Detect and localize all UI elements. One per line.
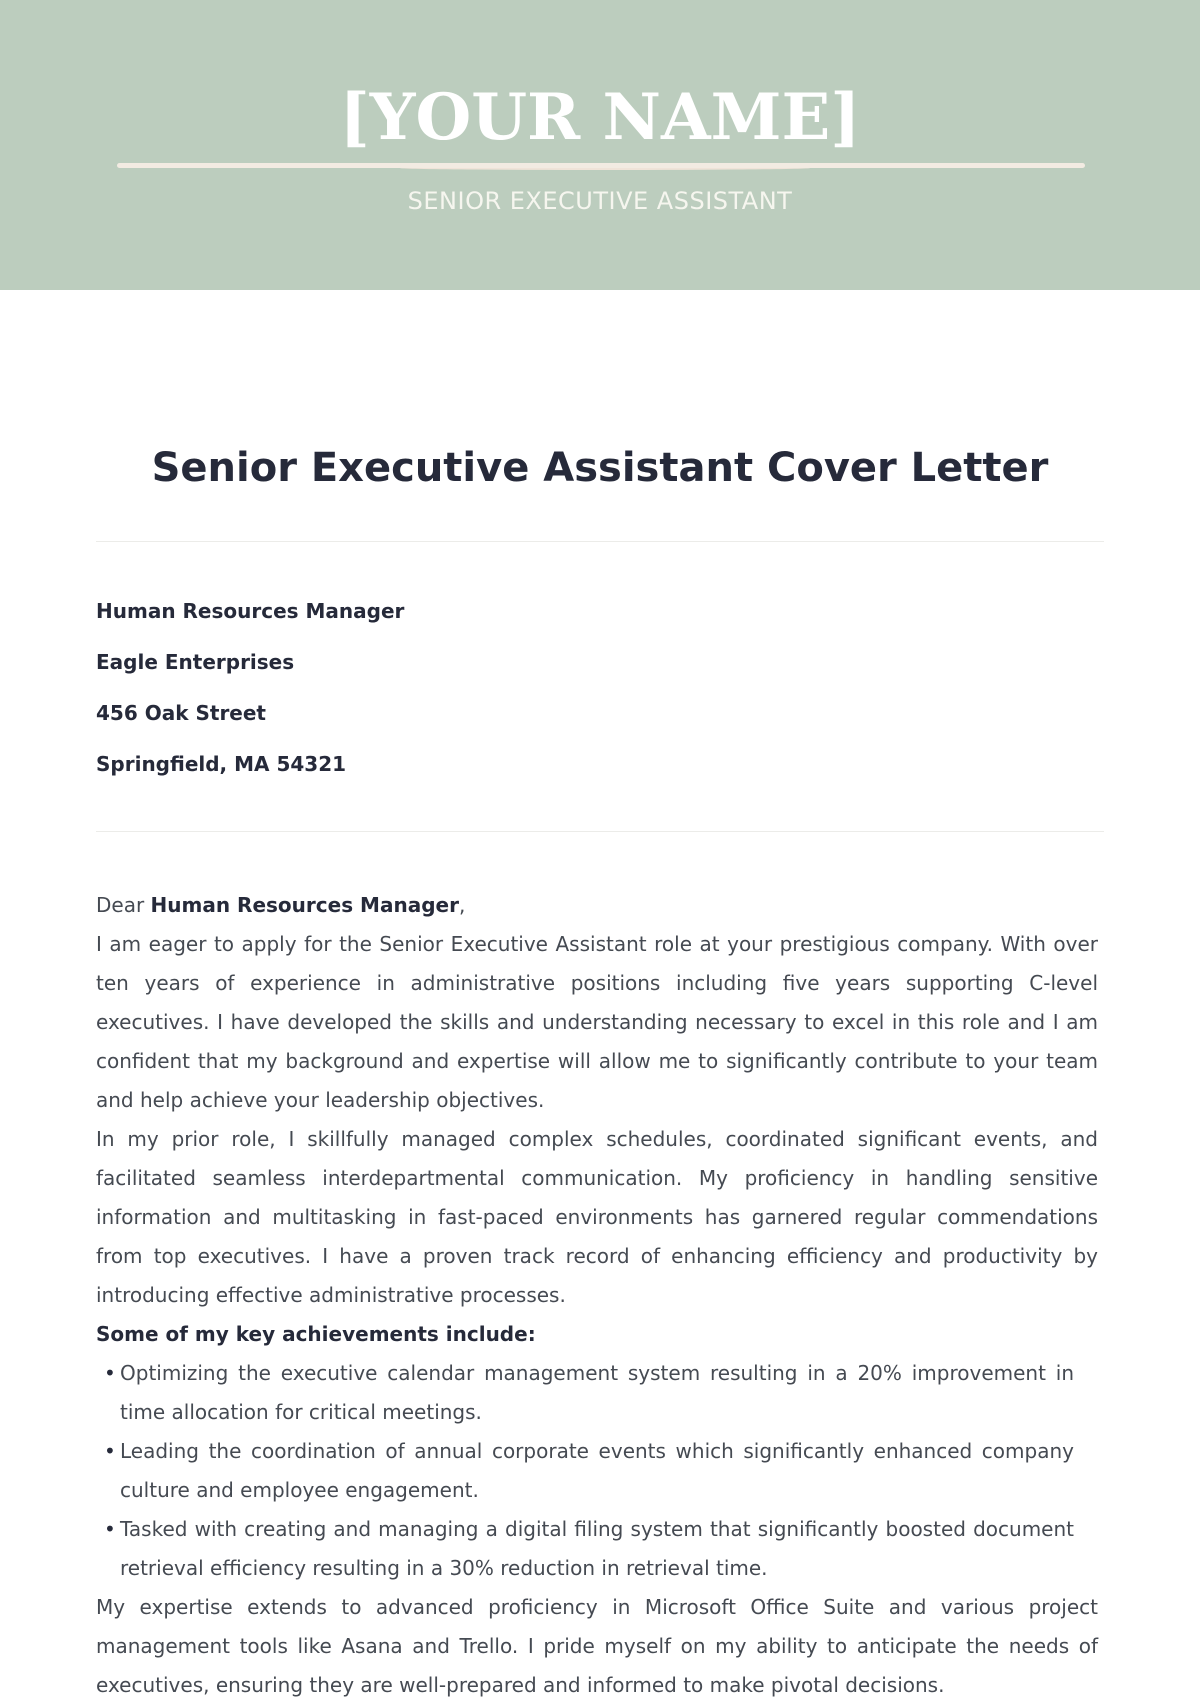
salutation-suffix: , [458, 893, 466, 917]
address-line-recipient: Human Resources Manager [96, 599, 405, 623]
address-line-company: Eagle Enterprises [96, 650, 295, 674]
achievements-heading: Some of my key achievements include: [96, 1322, 536, 1346]
header-role: SENIOR EXECUTIVE ASSISTANT [407, 187, 793, 215]
achievement-item [96, 1354, 1098, 1432]
bullet-icon: • [104, 1517, 116, 1541]
bullet-icon: • [104, 1439, 116, 1463]
recipient-address [96, 596, 796, 800]
letter-paragraph-2: In my prior role, I skillfully managed complex schedules, coordinated significant events, and facilitated seamless interdepartmental communication. My proficiency in handling sensitive information and multitasking in fast-paced environments has garnered regular commendations from top executives. I have a proven track record of enhancing efficiency and productivity by introducing effective administrative processes. [96, 1127, 1098, 1307]
letter-paragraph-1: I am eager to apply for the Senior Executive Assistant role at your prestigious company. With over ten years of experience in administrative positions including five years supporting C-level executives. I have developed the skills and understanding necessary to excel in this role and I am confident that my background and expertise will allow me to significantly contribute to your team and help achieve your leadership objectives. [96, 932, 1098, 1112]
divider-middle [96, 831, 1104, 832]
header-rule [117, 163, 1085, 168]
bullet-icon: • [104, 1361, 116, 1385]
header-name: [YOUR NAME] [339, 80, 861, 155]
achievement-item [96, 1432, 1098, 1510]
achievements-list [96, 1354, 1098, 1588]
document-title: Senior Executive Assistant Cover Letter [151, 445, 1049, 491]
divider-top [96, 541, 1104, 542]
address-line-street: 456 Oak Street [96, 701, 266, 725]
achievement-item [96, 1510, 1098, 1588]
letter-body [96, 886, 1098, 1705]
achievement-text: Tasked with creating and managing a digital filing system that significantly boosted document retrieval efficiency resulting in a 30% reduction in retrieval time. [120, 1517, 1074, 1580]
salutation-prefix: Dear [96, 893, 151, 917]
salutation [96, 886, 1098, 925]
salutation-recipient: Human Resources Manager [150, 893, 459, 917]
achievement-text: Leading the coordination of annual corporate events which significantly enhanced company culture and employee engagement. [120, 1439, 1074, 1502]
achievement-text: Optimizing the executive calendar management system resulting in a 20% improvement in time allocation for critical meetings. [120, 1361, 1074, 1424]
letter-paragraph-3: My expertise extends to advanced proficiency in Microsoft Office Suite and various project management tools like Asana and Trello. I pride myself on my ability to anticipate the needs of executives, ensuring they are well-prepared and informed to make pivotal decisions. [96, 1595, 1098, 1697]
address-line-city: Springfield, MA 54321 [96, 752, 347, 776]
